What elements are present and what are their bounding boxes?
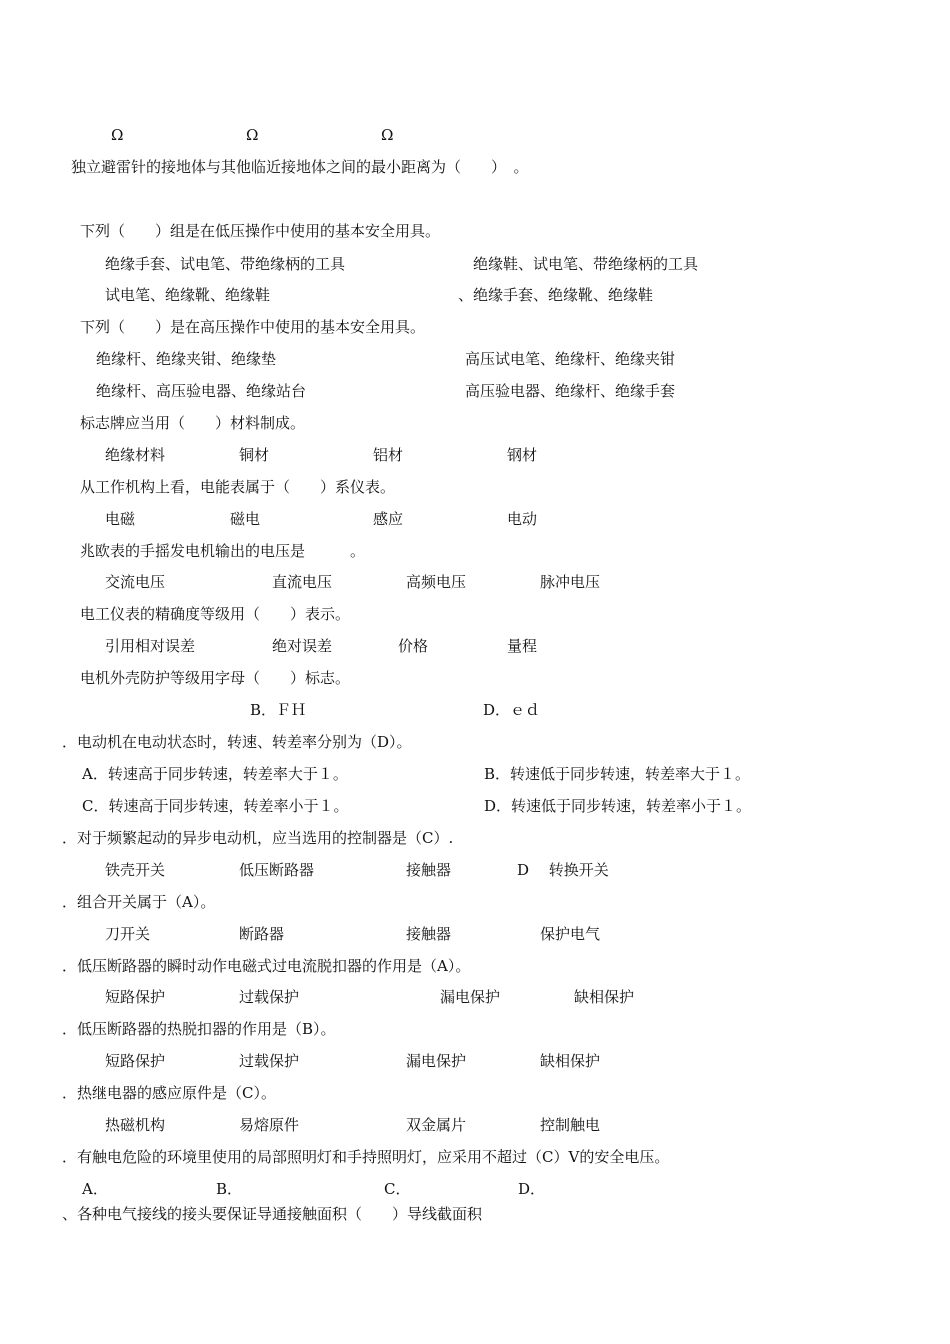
answer-option: 引用相对误差 [105,637,196,655]
answer-option: 缺相保护 [574,988,635,1006]
answer-option: 磁电 [230,510,261,528]
answer-option: 绝缘杆、绝缘夹钳、绝缘垫 [96,350,277,368]
question-stem: 标志牌应当用（ ）材料制成。 [80,414,306,432]
answer-option: B． [216,1180,243,1198]
answer-option: 钢材 [507,446,538,464]
answer-option: D． [518,1180,546,1198]
answer-option: 高压试电笔、绝缘杆、绝缘夹钳 [465,350,676,368]
question-stem: 下列（ ）是在高压操作中使用的基本安全用具。 [80,318,426,336]
answer-option: 缺相保护 [540,1052,601,1070]
answer-option: D．ｅｄ [483,701,541,719]
answer-option: 双金属片 [406,1116,467,1134]
answer-option: 保护电气 [540,925,601,943]
answer-option: 过载保护 [239,1052,300,1070]
answer-option: B．ＦＨ [250,701,307,719]
omega-symbol: Ω [246,126,259,144]
answer-option: 过载保护 [239,988,300,1006]
answer-option: 铁壳开关 [105,861,166,879]
answer-option: B．转速低于同步转速，转差率大于１。 [484,765,751,783]
question-stem: ．有触电危险的环境里使用的局部照明灯和手持照明灯，应采用不超过（C）V的安全电压。 [62,1148,670,1166]
question-stem: 从工作机构上看，电能表属于（ ）系仪表。 [80,478,396,496]
answer-option: C． [384,1180,411,1198]
answer-option: D 转换开关 [517,861,609,879]
answer-option: A． [82,1180,108,1198]
question-stem: ．组合开关属于（A）。 [62,893,216,911]
answer-option: 热磁机构 [105,1116,166,1134]
answer-option: 刀开关 [105,925,151,943]
answer-option: 价格 [398,637,429,655]
answer-option: 交流电压 [105,573,166,591]
question-stem: 独立避雷针的接地体与其他临近接地体之间的最小距离为（ ） 。 [71,158,529,176]
answer-option: 短路保护 [105,988,166,1006]
answer-option: 漏电保护 [440,988,501,1006]
answer-option: 试电笔、绝缘靴、绝缘鞋 [105,286,271,304]
answer-option: 易熔原件 [239,1116,300,1134]
question-stem: 下列（ ）组是在低压操作中使用的基本安全用具。 [80,222,441,240]
answer-option: 绝缘手套、试电笔、带绝缘柄的工具 [105,255,346,273]
question-stem: ．低压断路器的热脱扣器的作用是（B）。 [62,1020,336,1038]
omega-symbol: Ω [381,126,394,144]
answer-option: 高频电压 [406,573,467,591]
answer-option: 绝对误差 [272,637,333,655]
answer-option: A．转速高于同步转速，转差率大于１。 [82,765,348,783]
answer-option: 控制触电 [540,1116,601,1134]
answer-option: 感应 [373,510,404,528]
answer-option: 漏电保护 [406,1052,467,1070]
question-stem: ．电动机在电动状态时，转速、转差率分别为（D）。 [62,733,412,751]
answer-option: 量程 [507,637,538,655]
answer-option: 铜材 [239,446,270,464]
answer-option: 高压验电器、绝缘杆、绝缘手套 [465,382,676,400]
question-stem: 兆欧表的手摇发电机输出的电压是 。 [80,542,366,560]
question-stem: 电工仪表的精确度等级用（ ）表示。 [80,605,351,623]
answer-option: 直流电压 [272,573,333,591]
answer-option: 接触器 [406,925,452,943]
answer-option: 断路器 [239,925,285,943]
answer-option: 脉冲电压 [540,573,601,591]
answer-option: 绝缘材料 [105,446,166,464]
answer-option: 短路保护 [105,1052,166,1070]
answer-option: 铝材 [373,446,404,464]
question-stem: 电机外壳防护等级用字母（ ）标志。 [80,669,351,687]
answer-option: C．转速高于同步转速，转差率小于１。 [82,797,349,815]
answer-option: 电磁 [105,510,136,528]
answer-option: D．转速低于同步转速，转差率小于１。 [484,797,752,815]
question-stem: ．对于频繁起动的异步电动机，应当选用的控制器是（C）. [62,829,454,847]
question-stem: ．低压断路器的瞬时动作电磁式过电流脱扣器的作用是（A）。 [62,957,471,975]
answer-option: 电动 [507,510,538,528]
question-stem: 、各种电气接线的接头要保证导通接触面积（ ）导线截面积 [62,1205,483,1223]
answer-option: 绝缘杆、高压验电器、绝缘站台 [96,382,307,400]
omega-symbol: Ω [111,126,124,144]
answer-option: 接触器 [406,861,452,879]
answer-option: 、绝缘手套、绝缘靴、绝缘鞋 [458,286,654,304]
question-stem: ．热继电器的感应原件是（C）。 [62,1084,276,1102]
answer-option: 低压断路器 [239,861,315,879]
answer-option: 绝缘鞋、试电笔、带绝缘柄的工具 [473,255,699,273]
